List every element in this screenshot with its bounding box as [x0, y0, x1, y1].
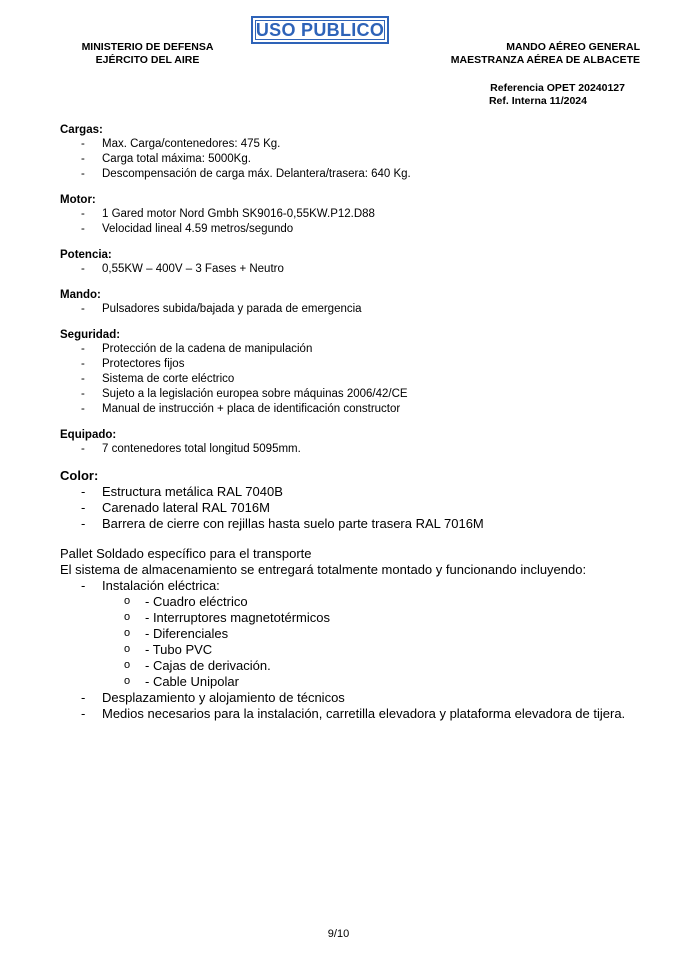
- uso-publico-stamp: [251, 16, 389, 44]
- list-item: - Protectores fijos: [60, 357, 650, 372]
- section-potencia: [60, 248, 650, 277]
- list-item: - Velocidad lineal 4.59 metros/segundo: [60, 222, 650, 237]
- section-title: Mando:: [60, 289, 101, 301]
- sub-item: o - Diferenciales: [102, 626, 650, 642]
- sub-item: o - Cuadro eléctrico: [102, 594, 650, 610]
- section-equipado: [60, 428, 650, 457]
- section-title: Equipado:: [60, 429, 117, 441]
- list-item: - Carga total máxima: 5000Kg.: [60, 152, 650, 167]
- section-title: Motor:: [60, 194, 96, 206]
- section-seguridad: [60, 328, 650, 417]
- list-item: - Protección de la cadena de manipulación: [60, 342, 650, 357]
- header-army: EJÉRCITO DEL AIRE: [95, 54, 200, 66]
- section-title: Potencia:: [60, 249, 112, 261]
- electrical-sublist: [102, 594, 650, 690]
- list-item: - Sujeto a la legislación europea sobre máquinas 2006/42/CE: [60, 387, 650, 402]
- sub-item: o - Cable Unipolar: [102, 674, 650, 690]
- section-title: Seguridad:: [60, 329, 121, 341]
- reference-internal: Ref. Interna 11/2024: [488, 95, 587, 107]
- delivery-paragraph: El sistema de almacenamiento se entregará totalmente montado y funcionando incluyendo:: [60, 562, 587, 577]
- list-item: - Carenado lateral RAL 7016M: [60, 500, 650, 516]
- list-item-electrical: [60, 578, 650, 690]
- list-item: - Descompensación de carga máx. Delantera/trasera: 640 Kg.: [60, 167, 650, 182]
- header-right: [418, 41, 640, 67]
- delivery-list: [60, 578, 650, 722]
- sub-item: o - Interruptores magnetotérmicos: [102, 610, 650, 626]
- list-item: - 0,55KW – 400V – 3 Fases + Neutro: [60, 262, 650, 277]
- section-cargas: [60, 123, 650, 182]
- header-ministry: MINISTERIO DE DEFENSA: [81, 41, 214, 53]
- list-item: - Max. Carga/contenedores: 475 Kg.: [60, 137, 650, 152]
- list-item: - 1 Gared motor Nord Gmbh SK9016-0,55KW.P12.D88: [60, 207, 650, 222]
- list-item: - Sistema de corte eléctrico: [60, 372, 650, 387]
- page-number: 9/10: [327, 928, 350, 940]
- reference-block: [430, 82, 625, 108]
- list-item-technicians: - Desplazamiento y alojamiento de técnicos: [60, 690, 650, 706]
- pallet-paragraph: Pallet Soldado específico para el transporte: [60, 546, 312, 561]
- list-item: - 7 contenedores total longitud 5095mm.: [60, 442, 650, 457]
- list-item: - Manual de instrucción + placa de identificación constructor: [60, 402, 650, 417]
- sub-item: o - Cajas de derivación.: [102, 658, 650, 674]
- header-command: MANDO AÉREO GENERAL: [506, 41, 640, 53]
- list-item: - Pulsadores subida/bajada y parada de emergencia: [60, 302, 650, 317]
- section-title: Cargas:: [60, 124, 103, 136]
- list-item: - Barrera de cierre con rejillas hasta suelo parte trasera RAL 7016M: [60, 516, 650, 532]
- electrical-label: Instalación eléctrica:: [102, 578, 220, 593]
- sub-item: o - Tubo PVC: [102, 642, 650, 658]
- reference-opet: Referencia OPET 20240127: [490, 82, 625, 94]
- section-title: Color:: [60, 468, 99, 483]
- header-left: [70, 41, 225, 67]
- stamp-text: USO PUBLICO: [255, 19, 385, 40]
- list-item: - Estructura metálica RAL 7040B: [60, 484, 650, 500]
- section-color: [60, 468, 650, 532]
- document-body: [60, 123, 650, 722]
- header-maestranza: MAESTRANZA AÉREA DE ALBACETE: [450, 54, 640, 66]
- list-item-means: - Medios necesarios para la instalación, carretilla elevadora y plataforma elevadora de tijera.: [60, 706, 650, 722]
- section-motor: [60, 193, 650, 237]
- section-mando: [60, 288, 650, 317]
